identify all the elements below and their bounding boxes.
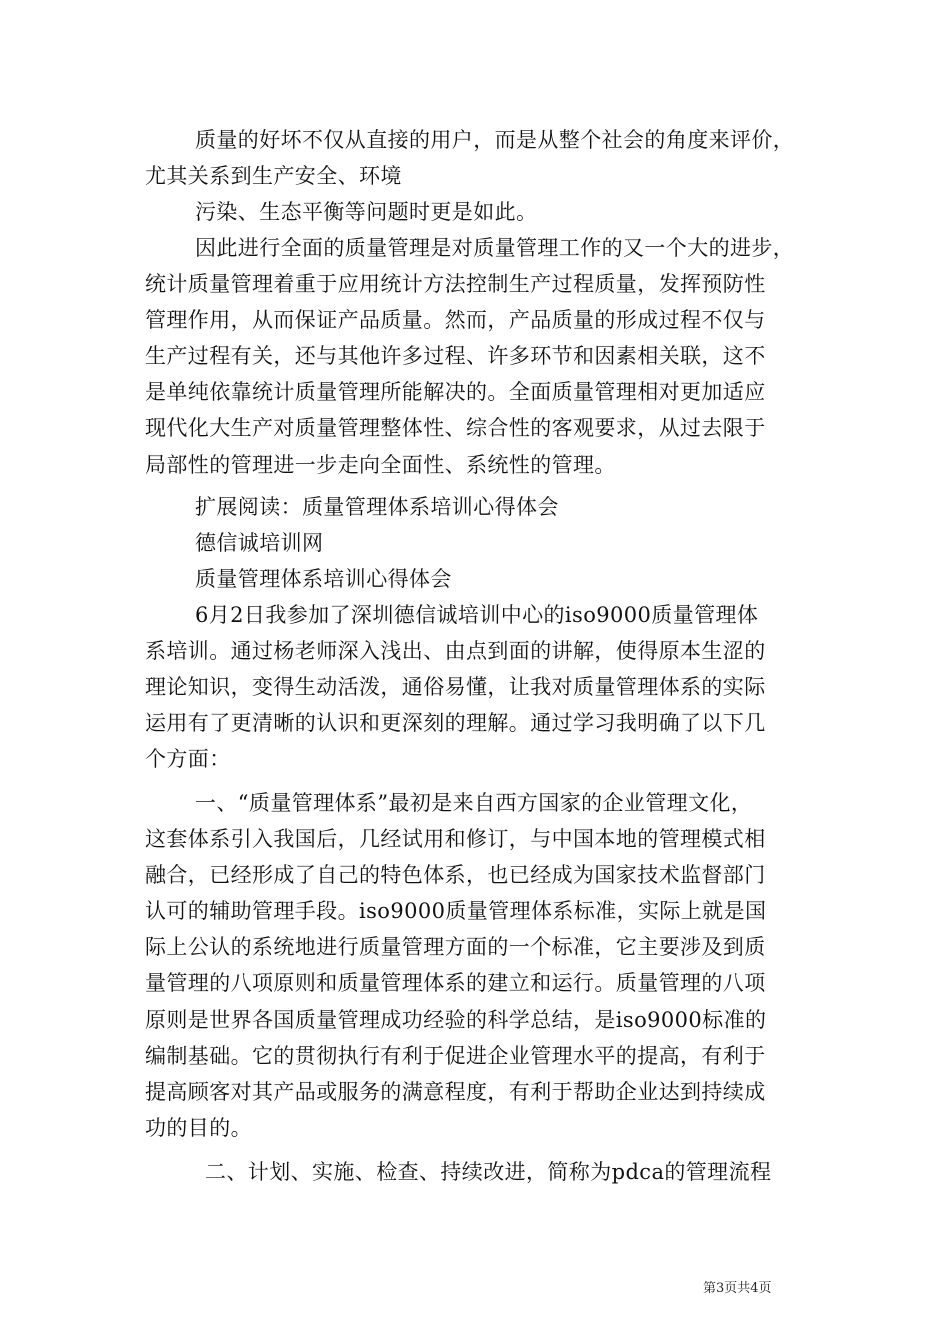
text-line: 系培训。通过杨老师深入浅出、由点到面的讲解，使得原本生涩的 [145,639,766,663]
text-line: 质量的好坏不仅从直接的用户，而是从整个社会的角度来评价， [195,128,795,152]
text-line: 一、“质量管理体系”最初是来自西方国家的企业管理文化， [195,791,753,815]
text-line: 是单纯依靠统计质量管理所能解决的。全面质量管理相对更加适应 [145,380,766,404]
text-line: 际上公认的系统地进行质量管理方面的一个标准，它主要涉及到质 [145,935,766,959]
text-line: 原则是世界各国质量管理成功经验的科学总结，是iso9000标准的 [145,1008,767,1032]
page-number-footer: 第3页共4页 [703,1281,772,1296]
text-line: 功的目的。 [145,1116,252,1140]
text-line: 编制基础。它的贯彻执行有利于促进企业管理水平的提高，有利于 [145,1044,766,1068]
text-line: 融合，已经形成了自己的特色体系，也已经成为国家技术监督部门 [145,863,766,887]
text-line: 理论知识，变得生动活泼，通俗易懂，让我对质量管理体系的实际 [145,675,766,699]
text-line: 现代化大生产对质量管理整体性、综合性的客观要求，从过去限于 [145,416,766,440]
text-line: 这套体系引入我国后，几经试用和修订，与中国本地的管理模式相 [145,827,766,851]
text-line: 管理作用，从而保证产品质量。然而，产品质量的形成过程不仅与 [145,308,766,332]
text-line: 德信诚培训网 [195,531,324,555]
text-line: 尤其关系到生产安全、环境 [145,164,402,188]
text-line: 6月2日我参加了深圳德信诚培训中心的iso9000质量管理体 [195,603,759,627]
text-line: 污染、生态平衡等问题时更是如此。 [195,200,538,224]
text-line: 二、计划、实施、检查、持续改进，简称为pdca的管理流程 [205,1160,772,1184]
text-line: 质量管理体系培训心得体会 [195,567,452,591]
text-line: 局部性的管理进一步走向全面性、系统性的管理。 [145,453,616,477]
text-line: 扩展阅读：质量管理体系培训心得体会 [195,495,559,519]
text-line: 提高顾客对其产品或服务的满意程度，有利于帮助企业达到持续成 [145,1080,766,1104]
text-line: 运用有了更清晰的认识和更深刻的理解。通过学习我明确了以下几 [145,711,766,735]
text-line: 生产过程有关，还与其他许多过程、许多环节和因素相关联，这不 [145,344,766,368]
text-line: 因此进行全面的质量管理是对质量管理工作的又一个大的进步， [195,236,795,260]
text-line: 统计质量管理着重于应用统计方法控制生产过程质量，发挥预防性 [145,272,766,296]
text-line: 认可的辅助管理手段。iso9000质量管理体系标准，实际上就是国 [145,899,767,923]
text-line: 个方面： [145,747,231,771]
text-line: 量管理的八项原则和质量管理体系的建立和运行。质量管理的八项 [145,971,766,995]
